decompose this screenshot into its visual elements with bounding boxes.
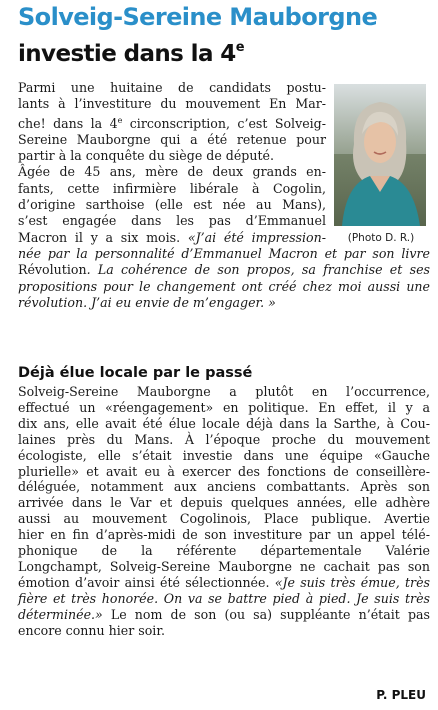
subheadline: investie dans la 4e	[18, 40, 244, 67]
section-heading: Déjà élue locale par le passé	[18, 365, 253, 381]
portrait-illustration	[334, 84, 426, 226]
photo-caption: (Photo D. R.)	[347, 232, 415, 244]
body-paragraph: Solveig-Sereine Mauborgne a plutôt en l’occurrence, effectué un «réengagement» en politique. En effet, il y a dix ans, elle avait été élue locale déjà dans la Sarthe, à Cou- laines près du Mans. À l’époque proche du mouvement écologiste, elle s’était investie dans une équipe «Gauche plurielle» et avait eu à exercer des fonctions de conseillère- déléguée, notamment aux anciens combattants. Après son arrivée dans le Var et depuis quelques années, elle adhère aussi au mouvement Cogolinois, Place publique. Avertie hier en fin d’après-midi de son investiture par un appel télé- phonique de la référente départementale Valérie Longchampt, Solveig-Sereine Mauborgne ne cachait pas son émotion d’avoir ainsi été sélectionnée. «Je suis très émue, très fière et très honorée. On va se battre pied à pied. Je suis très déterminée.» Le nom de son (ou sa) suppléante n’était pas encore connu hier soir.	[18, 384, 430, 638]
author-byline: P. PLEU	[376, 688, 426, 702]
headline: Solveig-Sereine Mauborgne	[18, 3, 378, 31]
portrait-photo	[334, 84, 426, 226]
intro-paragraph: Parmi une huitaine de candidats postu- lants à l’investiture du mouvement En Mar- che! dans la 4e circonscription, c’est Solveig- Sereine Mauborgne qui a été retenue pour partir à la conquête du siège de député. Âgée de 45 ans, mère de deux grands en- fants, cette infirmière libérale à Cogolin, d’origine sarthoise (elle est née au Mans), s’est engagée dans les pas d’Emmanuel Macron il y a six mois. «J’ai été impression- née par la personnalité d’Emmanuel Macron et par son livre Révolution. La cohérence de son propos, sa franchise et ses propositions pour le changement ont créé chez moi aussi une révolution. J’ai eu envie de m’engager. »	[18, 80, 430, 310]
